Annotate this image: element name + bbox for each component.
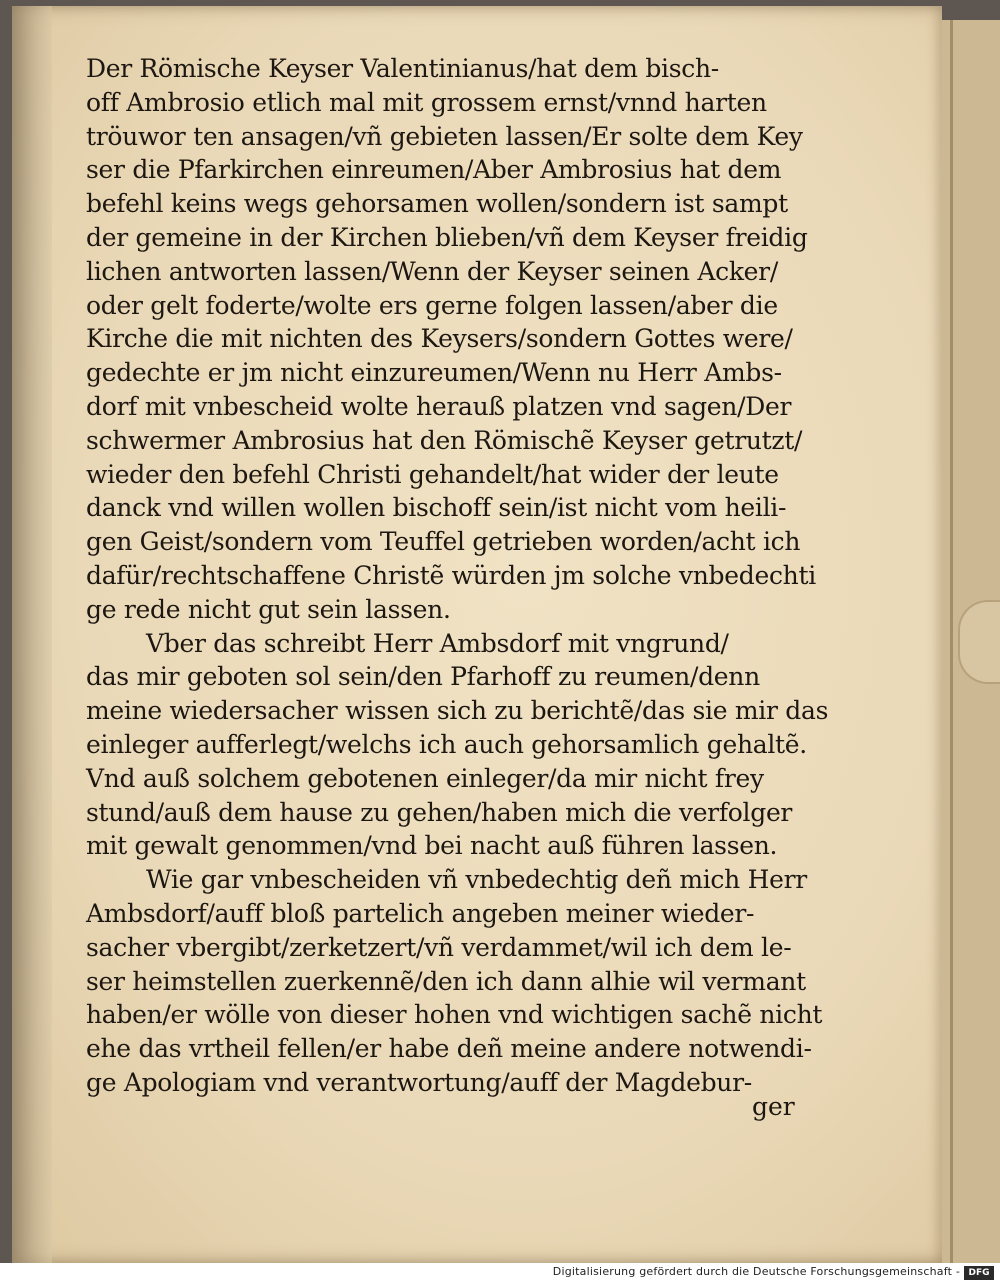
text-line: Vber das schreibt Herr Ambsdorf mit vngrund/: [146, 628, 729, 658]
text-line: tröuwor ten ansagen/vñ gebieten lassen/Er solte dem Key: [86, 121, 803, 151]
text-line: mit gewalt genommen/vnd bei nacht auß führen lassen.: [86, 831, 778, 861]
text-line: ser die Pfarkirchen einreumen/Aber Ambrosius hat dem: [86, 155, 782, 185]
text-line: ge rede nicht gut sein lassen.: [86, 594, 451, 624]
text-line: Der Römische Keyser Valentinianus/hat dem bisch-: [86, 54, 719, 83]
text-line: schwermer Ambrosius hat den Römischẽ Keyser getrutzt/: [86, 425, 803, 455]
page-gutter-shadow: [12, 6, 52, 1263]
text-line: off Ambrosio etlich mal mit grossem ernst/vnnd harten: [86, 87, 767, 117]
text-line: Vnd auß solchem gebotenen einleger/da mir nicht frey: [86, 763, 764, 793]
text-line: gen Geist/sondern vom Teuffel getrieben worden/acht ich: [86, 527, 801, 557]
page-text: [86, 52, 829, 1100]
text-line: Ambsdorf/auff bloß partelich angeben meiner wieder-: [86, 898, 755, 928]
text-line: gedechte er jm nicht einzureumen/Wenn nu Herr Ambs-: [86, 358, 782, 388]
text-line: dafür/rechtschaffene Christẽ würden jm solche vnbedechti: [86, 560, 816, 590]
text-line: sacher vbergibt/zerketzert/vñ verdammet/wil ich dem le-: [86, 932, 792, 962]
text-line: dorf mit vnbescheid wolte herauß platzen vnd sagen/Der: [86, 391, 792, 421]
clasp-tab: [958, 600, 1000, 684]
footer-bar: [0, 1263, 1000, 1283]
text-line: Kirche die mit nichten des Keysers/sondern Gottes were/: [86, 324, 793, 354]
text-line: lichen antworten lassen/Wenn der Keyser seinen Acker/: [86, 256, 778, 286]
catchword: ger: [752, 1092, 795, 1121]
cardboard-edge: [950, 20, 953, 1263]
text-line: befehl keins wegs gehorsamen wollen/sondern ist sampt: [86, 189, 788, 219]
text-line: wieder den befehl Christi gehandelt/hat wider der leute: [86, 459, 779, 489]
text-line: oder gelt foderte/wolte ers gerne folgen lassen/aber die: [86, 290, 778, 320]
text-line: ehe das vrtheil fellen/er habe deñ meine andere notwendi-: [86, 1034, 812, 1064]
text-line: haben/er wölle von dieser hohen vnd wichtigen sachẽ nicht: [86, 1000, 823, 1030]
dfg-logo: DFG: [964, 1266, 994, 1280]
text-line: das mir geboten sol sein/den Pfarhoff zu reumen/denn: [86, 662, 760, 692]
text-line: meine wiedersacher wissen sich zu berichtẽ/das sie mir das: [86, 696, 829, 726]
funding-credit: Digitalisierung gefördert durch die Deutsche Forschungsgemeinschaft -: [552, 1265, 960, 1278]
text-line: der gemeine in der Kirchen blieben/vñ dem Keyser freidig: [86, 222, 808, 252]
text-line: ge Apologiam vnd verantwortung/auff der Magdebur-: [86, 1067, 752, 1097]
text-line: danck vnd willen wollen bischoff sein/ist nicht vom heili-: [86, 493, 787, 523]
text-line: stund/auß dem hause zu gehen/haben mich die verfolger: [86, 797, 793, 827]
text-line: Wie gar vnbescheiden vñ vnbedechtig deñ mich Herr: [146, 865, 807, 895]
text-line: ser heimstellen zuerkennẽ/den ich dann alhie wil vermant: [86, 966, 806, 996]
text-line: einleger aufferlegt/welchs ich auch gehorsamlich gehaltẽ.: [86, 729, 807, 759]
